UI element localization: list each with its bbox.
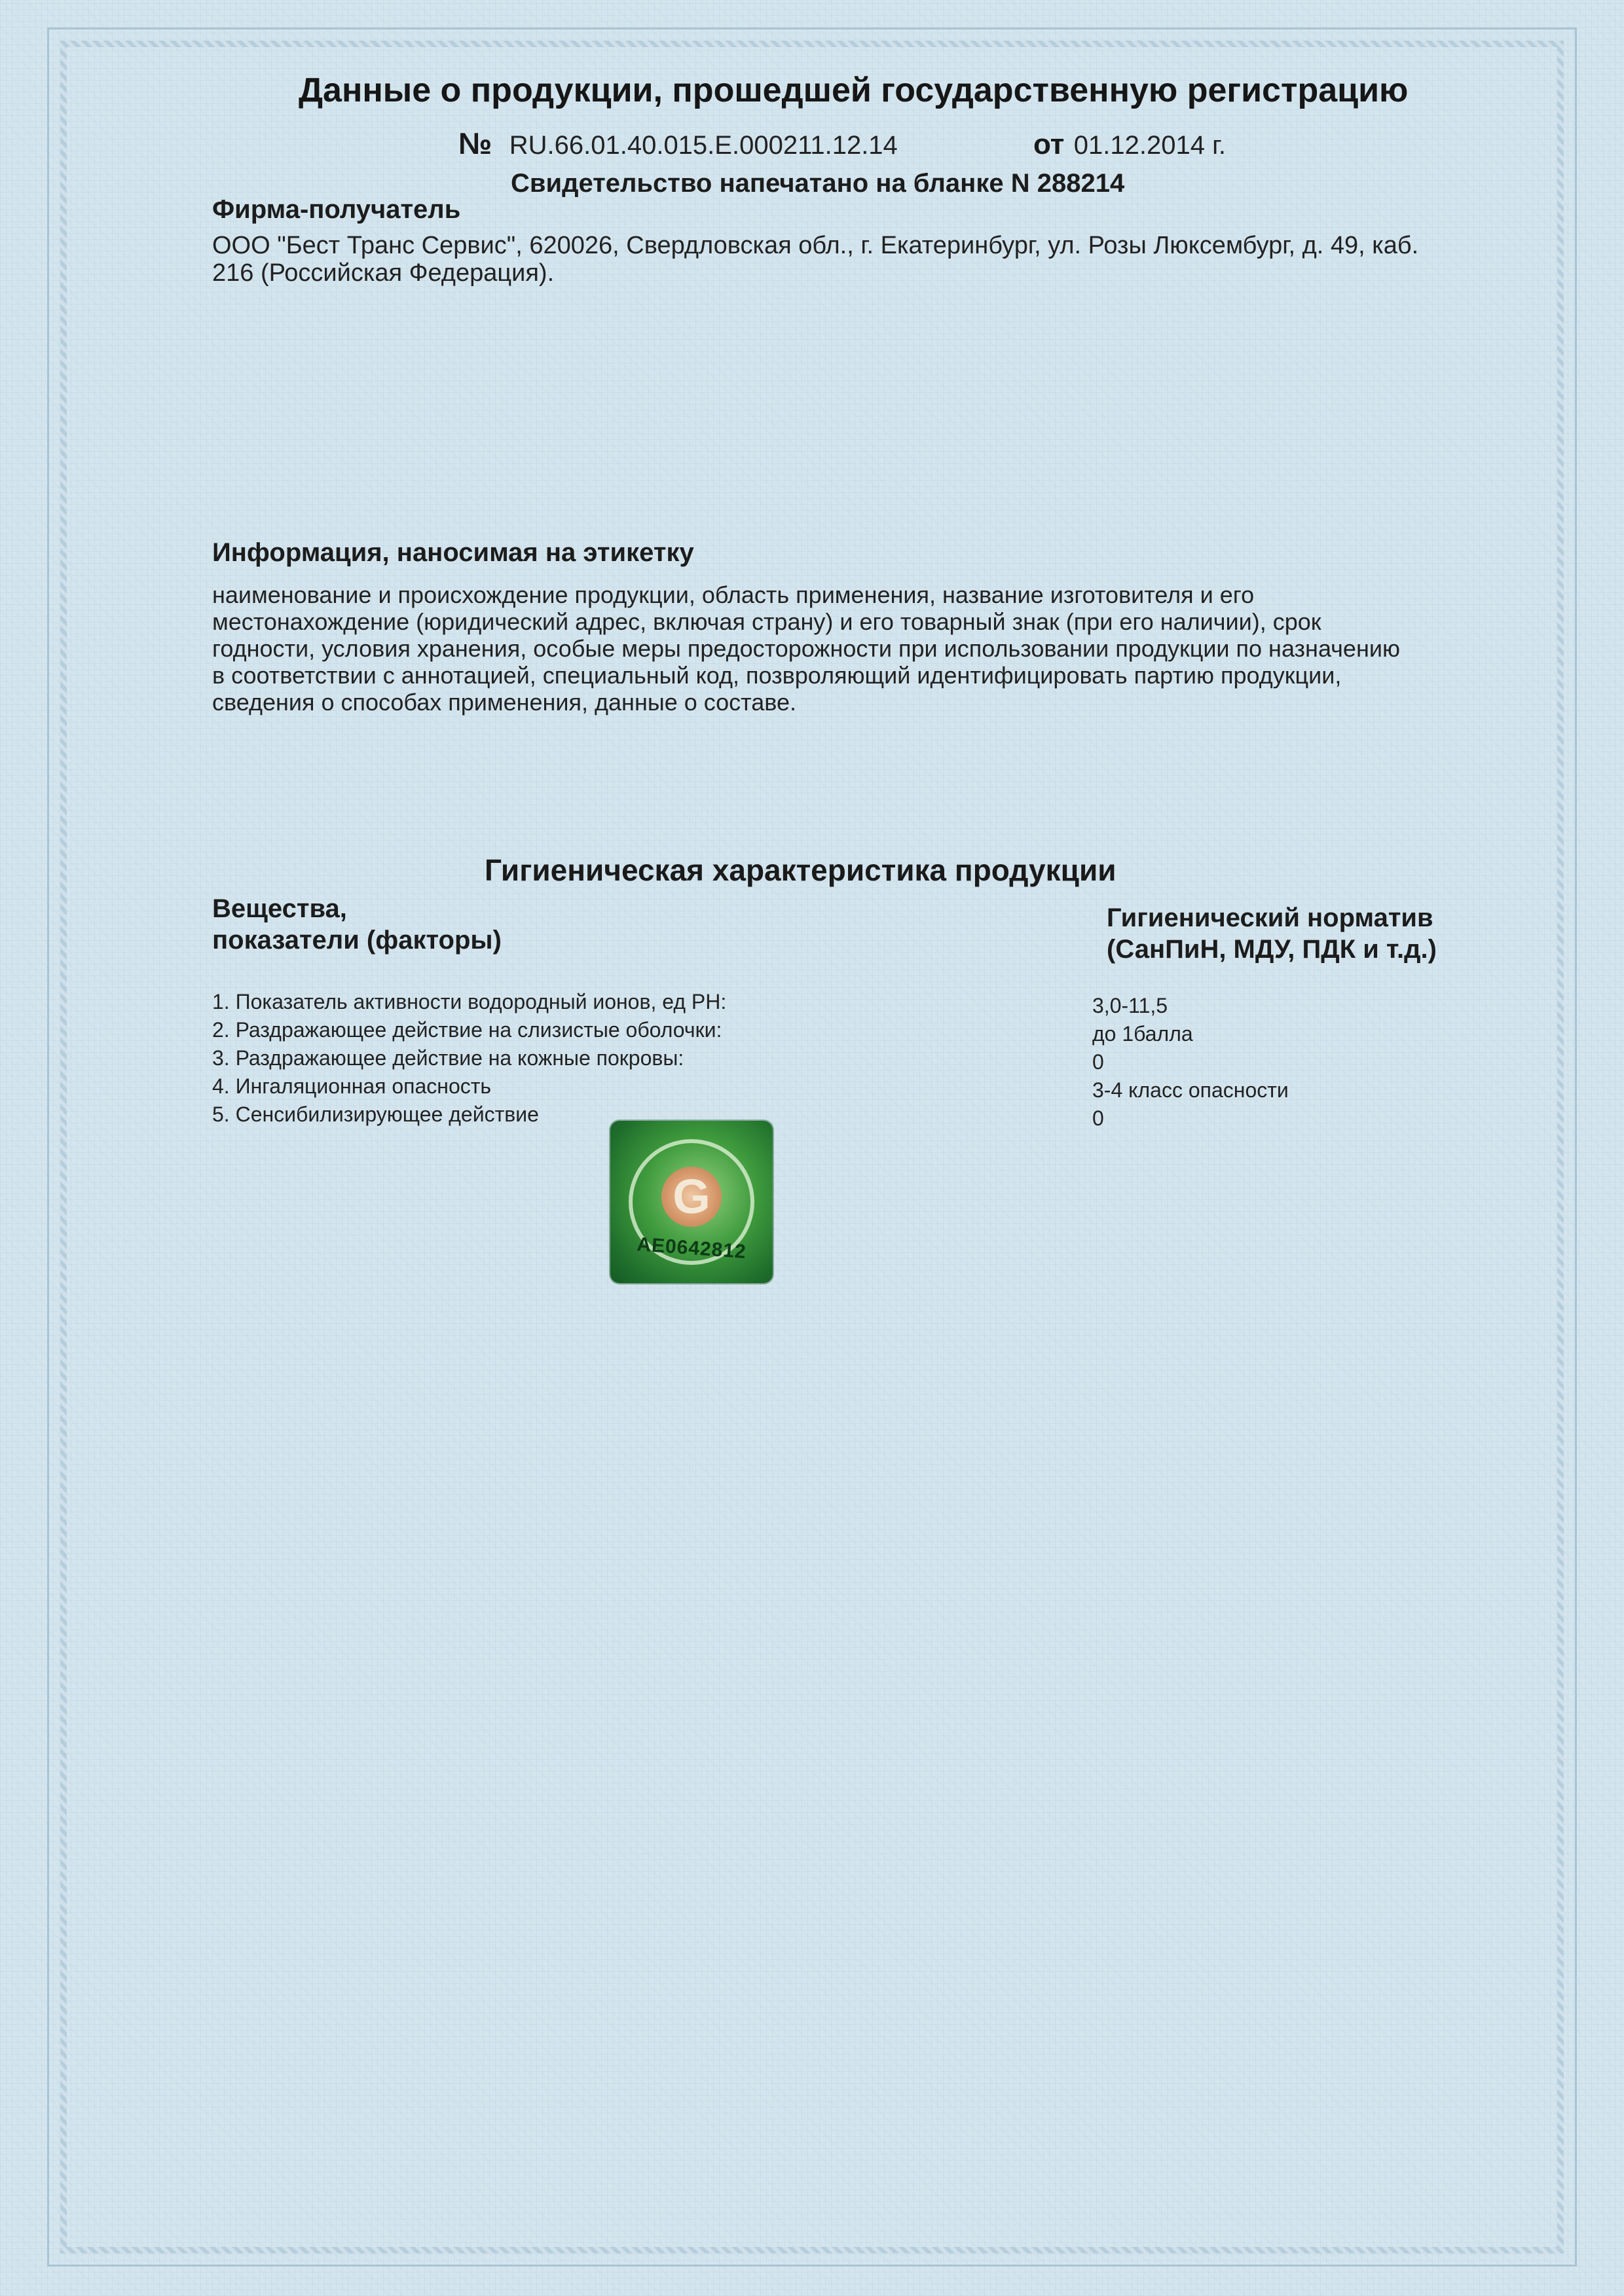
- page-title: Данные о продукции, прошедшей государственную регистрацию: [299, 71, 1409, 109]
- norm-column-header-2: (СанПиН, МДУ, ПДК и т.д.): [1107, 935, 1437, 964]
- registration-date-line: [1033, 128, 1226, 161]
- factor-row-3: 3. Раздражающее действие на кожные покровы:: [212, 1046, 684, 1070]
- factor-row-1: 1. Показатель активности водородный ионов, ед РН:: [212, 990, 727, 1013]
- recipient-address-line-1: ООО "Бест Транс Сервис", 620026, Свердловская обл., г. Екатеринбург, ул. Розы Люксембург, д. 49, каб.: [212, 232, 1419, 259]
- factor-row-4: 4. Ингаляционная опасность: [212, 1074, 492, 1098]
- norm-row-4: 3-4 класс опасности: [1092, 1078, 1289, 1102]
- border-frame-inner: [60, 41, 1564, 2253]
- blank-number-note: Свидетельство напечатано на бланке N 288214: [511, 169, 1125, 198]
- recipient-address-line-2: 216 (Российская Федерация).: [212, 259, 555, 287]
- registration-number-line: [458, 126, 898, 161]
- security-hologram: [610, 1121, 773, 1283]
- factors-column-header-2: показатели (факторы): [212, 926, 502, 955]
- registration-date: 01.12.2014 г.: [1073, 131, 1226, 160]
- emblem-icon: G: [673, 1169, 710, 1224]
- norm-row-5: 0: [1092, 1106, 1104, 1130]
- factors-column-header-1: Вещества,: [212, 894, 347, 923]
- norm-row-3: 0: [1092, 1050, 1104, 1074]
- norm-row-1: 3,0-11,5: [1092, 994, 1168, 1017]
- label-info-text: наименование и происхождение продукции, область применения, название изготовителя и его местонахождение (юридический адрес, включая страну) и его товарный знак (при его наличии), срок годности, условия хранения, особые меры предосторожности при использовании продукции по назначению в соответствии с аннотацией, специальный код, позвроляющий идентифицировать партию продукции, сведения о способах применения, данные о составе.: [212, 581, 1400, 716]
- number-label: №: [458, 126, 492, 160]
- label-info-heading: Информация, наносимая на этикетку: [212, 538, 694, 567]
- registration-number: RU.66.01.40.015.Е.000211.12.14: [509, 131, 898, 160]
- date-label: от: [1033, 128, 1065, 160]
- factor-row-2: 2. Раздражающее действие на слизистые оболочки:: [212, 1018, 722, 1042]
- norm-column-header-1: Гигиенический норматив: [1107, 903, 1433, 932]
- recipient-heading: Фирма-получатель: [212, 195, 461, 224]
- hygiene-heading: Гигиеническая характеристика продукции: [485, 853, 1116, 887]
- norm-row-2: до 1балла: [1092, 1022, 1193, 1046]
- hologram-code: АЕ0642812: [636, 1233, 747, 1263]
- factor-row-5: 5. Сенсибилизирующее действие: [212, 1102, 539, 1126]
